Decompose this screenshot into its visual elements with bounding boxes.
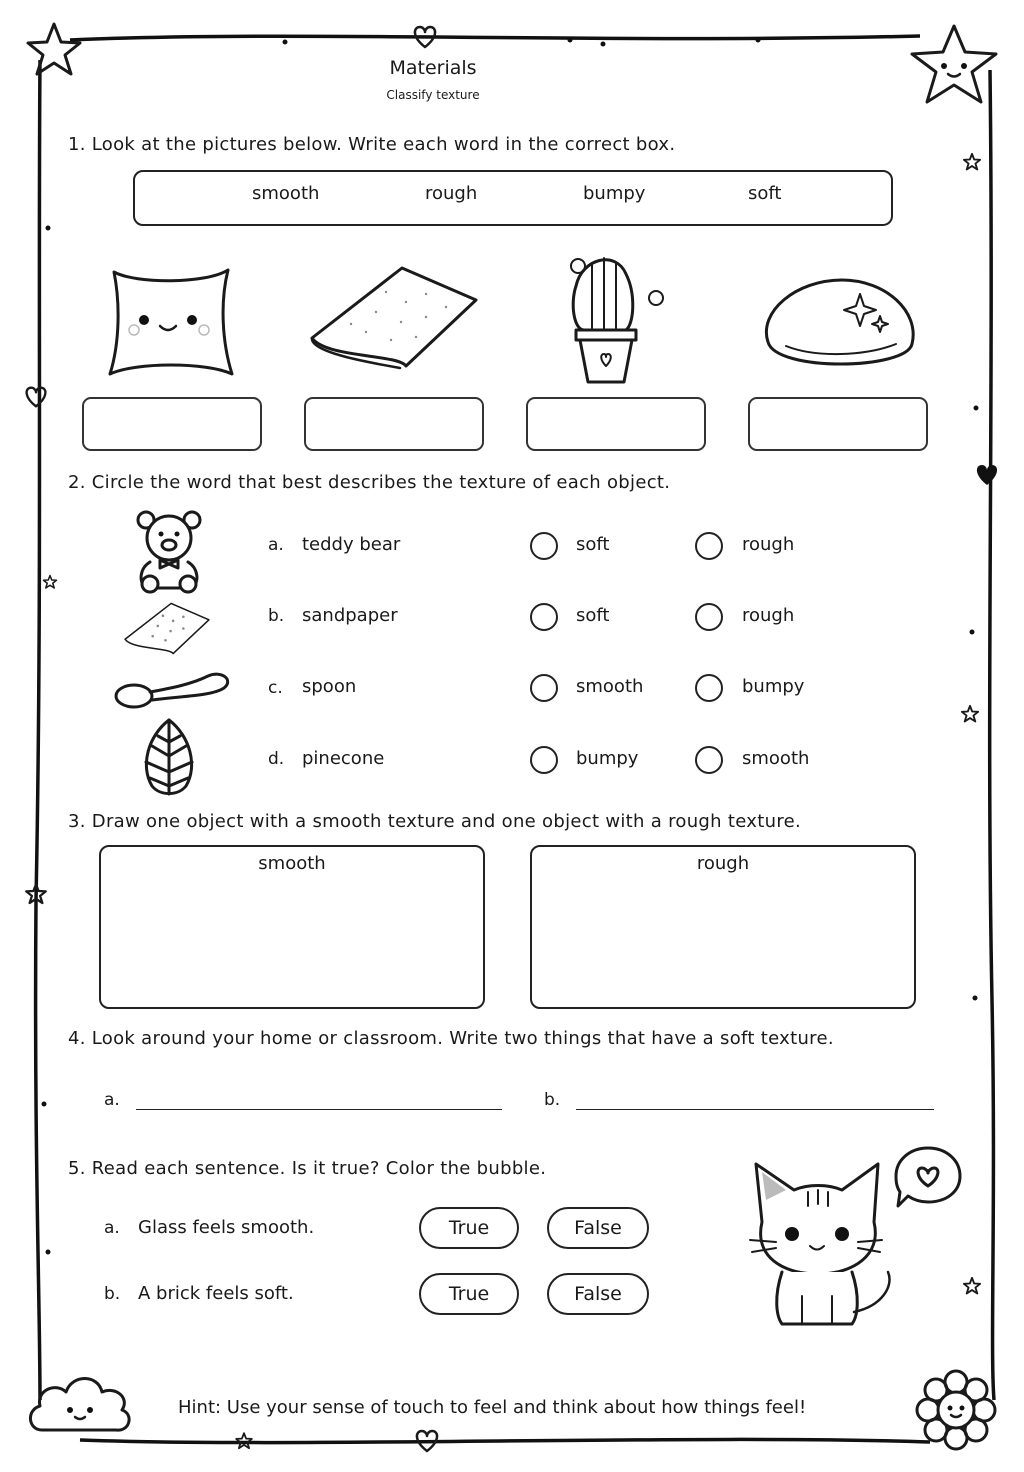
heart-icon (410, 24, 440, 50)
teddy-bear-icon (132, 508, 206, 594)
word-bank-word: soft (748, 183, 782, 204)
answer-box-pillow[interactable] (82, 397, 262, 451)
q4-instruction: 4. Look around your home or classroom. Write two things that have a soft texture. (68, 1028, 834, 1049)
heart-icon (972, 462, 1002, 488)
hint-text: Hint: Use your sense of touch to feel and think about how things feel! (178, 1397, 807, 1418)
option-label: rough (742, 534, 795, 555)
pinecone-icon (138, 716, 200, 798)
false-bubble[interactable]: False (547, 1273, 649, 1315)
option-radio[interactable] (695, 674, 723, 702)
page-subtitle: Classify texture (386, 88, 480, 102)
star-icon (42, 574, 58, 590)
q5-item-letter: a. (104, 1218, 120, 1238)
option-radio[interactable] (695, 532, 723, 560)
answer-box-sandpaper[interactable] (304, 397, 484, 451)
q2-item-name: teddy bear (302, 534, 401, 555)
true-bubble[interactable]: True (419, 1273, 519, 1315)
option-radio[interactable] (695, 746, 723, 774)
flower-icon (914, 1368, 998, 1452)
q2-item-name: spoon (302, 676, 357, 697)
heart-speech-bubble-icon (892, 1144, 964, 1210)
pillow-icon (96, 262, 246, 382)
cactus-icon (556, 244, 674, 386)
draw-box-label: rough (696, 853, 750, 874)
answer-line-a[interactable] (136, 1109, 502, 1110)
q2-item-name: pinecone (302, 748, 385, 769)
option-label: smooth (742, 748, 810, 769)
star-icon (906, 22, 1002, 108)
option-radio[interactable] (530, 532, 558, 560)
star-icon (234, 1432, 254, 1450)
q2-item-letter: c. (268, 678, 283, 698)
option-label: bumpy (576, 748, 639, 769)
page-title: Materials (389, 57, 477, 79)
cloud-face-icon (24, 1364, 136, 1436)
sandpaper-icon (122, 600, 212, 658)
option-radio[interactable] (695, 603, 723, 631)
answer-label: b. (544, 1090, 561, 1110)
answer-box-stone[interactable] (748, 397, 928, 451)
q2-item-name: sandpaper (302, 605, 398, 626)
word-bank-word: bumpy (583, 183, 646, 204)
q5-item-letter: b. (104, 1284, 121, 1304)
answer-label: a. (104, 1090, 120, 1110)
cat-icon (742, 1156, 902, 1328)
q1-instruction: 1. Look at the pictures below. Write each word in the correct box. (68, 134, 676, 155)
star-icon (962, 1276, 982, 1296)
heart-icon (22, 384, 50, 410)
word-bank-word: smooth (252, 183, 320, 204)
draw-box-label: smooth (258, 853, 326, 874)
false-bubble[interactable]: False (547, 1207, 649, 1249)
q2-item-letter: b. (268, 606, 285, 626)
option-label: bumpy (742, 676, 805, 697)
sandpaper-icon (306, 262, 482, 374)
q5-sentence: Glass feels smooth. (138, 1217, 315, 1238)
q3-instruction: 3. Draw one object with a smooth texture and one object with a rough texture. (68, 811, 802, 832)
q2-item-letter: a. (268, 535, 284, 555)
answer-box-cactus[interactable] (526, 397, 706, 451)
option-radio[interactable] (530, 603, 558, 631)
q5-instruction: 5. Read each sentence. Is it true? Color the bubble. (68, 1158, 547, 1179)
stone-icon (756, 272, 920, 376)
option-label: smooth (576, 676, 644, 697)
q2-instruction: 2. Circle the word that best describes the texture of each object. (68, 472, 671, 493)
heart-icon (412, 1428, 442, 1454)
option-label: soft (576, 534, 610, 555)
spoon-icon (112, 666, 234, 712)
option-label: soft (576, 605, 610, 626)
true-bubble[interactable]: True (419, 1207, 519, 1249)
answer-line-b[interactable] (576, 1109, 934, 1110)
option-label: rough (742, 605, 795, 626)
q5-sentence: A brick feels soft. (138, 1283, 294, 1304)
option-radio[interactable] (530, 746, 558, 774)
star-icon (962, 152, 982, 172)
word-bank-word: rough (425, 183, 478, 204)
option-radio[interactable] (530, 674, 558, 702)
q2-item-letter: d. (268, 749, 285, 769)
star-icon (24, 882, 48, 906)
star-icon (960, 704, 980, 724)
